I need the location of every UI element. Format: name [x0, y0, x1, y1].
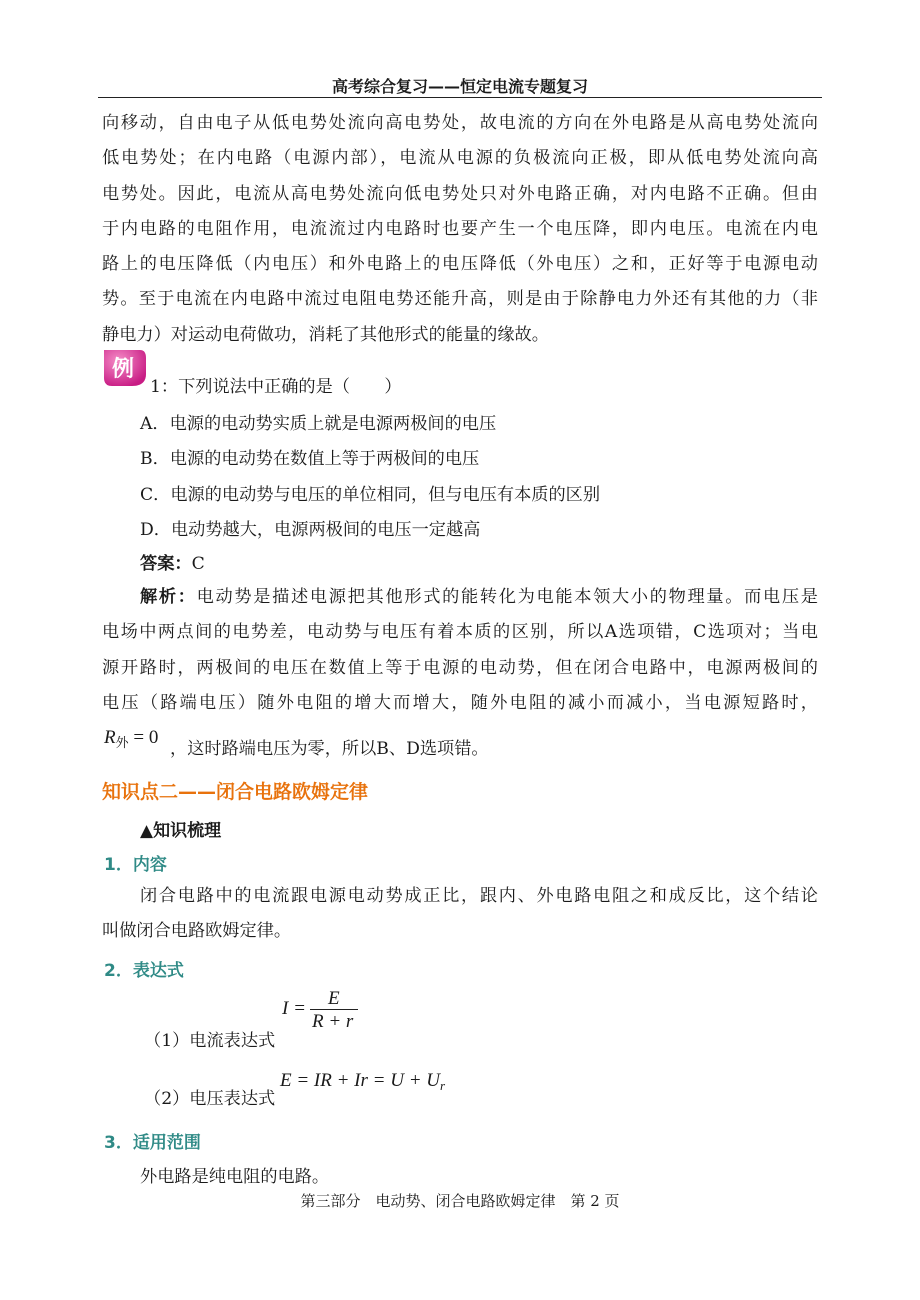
- example-badge-icon: [100, 346, 148, 390]
- text-line: 势。至于电流在内电路中流过电阻电势还能升高，则是由于除静电力外还有其他的力（非: [102, 289, 818, 310]
- text-line: 低电势处；在内电路（电源内部），电流从电源的负极流向正极，即从低电势处流向高: [102, 148, 818, 169]
- option-c: C．电源的电动势与电压的单位相同，但与电压有本质的区别: [140, 484, 601, 505]
- text-line: 于内电路的电阻作用，电流流过内电路时也要产生一个电压降，即内电压。电流在内电: [102, 218, 818, 239]
- text-line: 源开路时，两极间的电压在数值上等于电源的电动势，但在闭合电路中，电源两极间的: [102, 657, 818, 678]
- text-line: 叫做闭合电路欧姆定律。: [102, 921, 292, 942]
- page-header-title: 高考综合复习——恒定电流专题复习: [331, 77, 588, 96]
- text-line: 向移动，自由电子从低电势处流向高电势处，故电流的方向在外电路是从高电势处流向: [102, 113, 818, 133]
- analysis-label: 解析：: [140, 587, 197, 607]
- option-b: B．电源的电动势在数值上等于两极间的电压: [140, 449, 480, 470]
- item1-paragraph: [102, 879, 818, 950]
- text-line: 电压（路端电压）随外电阻的增大而增大，随外电阻的减小而减小，当电源短路时，: [102, 692, 818, 713]
- formula-lhs: I =: [282, 998, 306, 1019]
- text-line: 电场中两点间的电势差，电动势与电压有着本质的区别，所以A选项错，C选项对；当电: [102, 622, 818, 643]
- example-badge-label: 例: [111, 357, 135, 382]
- analysis-first-line: [102, 580, 818, 615]
- section-title: 知识点二——闭合电路欧姆定律: [102, 781, 369, 803]
- option-list: [140, 407, 600, 548]
- header-divider: [98, 97, 822, 98]
- answer-value: C: [191, 554, 205, 574]
- analysis-formula: $R_外 = 0$: [104, 727, 159, 752]
- knowledge-subheading: ▲知识梳理: [140, 821, 222, 841]
- fraction-bar: [310, 1009, 358, 1010]
- formula-denominator: R + r: [312, 1011, 354, 1032]
- answer-label: 答案：: [140, 554, 192, 574]
- option-d: D．电动势越大，电源两极间的电压一定越高: [140, 519, 481, 540]
- voltage-formula: E = IR + $Ir = U + U_r$: [280, 1070, 446, 1094]
- text-line: 电势处。因此，电流从高电势处流向低电势处只对外电路正确，对内电路不正确。但由: [102, 183, 818, 204]
- item3-title: 3．适用范围: [104, 1133, 201, 1153]
- item2-title: 2．表达式: [104, 961, 184, 981]
- item3-text: 外电路是纯电阻的电路。: [140, 1167, 330, 1187]
- formula-numerator: E: [328, 988, 340, 1009]
- answer-row: [140, 549, 205, 574]
- text-line: 静电力）对运动电荷做功，消耗了其他形式的能量的缘故。: [102, 324, 549, 345]
- analysis-tail: ，这时路端电压为零，所以B、D选项错。: [170, 739, 489, 759]
- text-line: 闭合电路中的电流跟电源电动势成正比，跟内、外电路电阻之和成反比，这个结论: [140, 886, 818, 906]
- item1-title: 1．内容: [104, 855, 167, 875]
- analysis-paragraph: [102, 580, 818, 721]
- page-footer: 第三部分 电动势、闭合电路欧姆定律 第 2 页: [300, 1192, 620, 1210]
- text-line: 电动势是描述电源把其他形式的能转化为电能本领大小的物理量。而电压是: [196, 587, 818, 607]
- example-question: 1：下列说法中正确的是（ ）: [150, 377, 402, 397]
- voltage-formula-label: （2）电压表达式: [144, 1089, 276, 1109]
- option-a: A．电源的电动势实质上就是电源两极间的电压: [140, 414, 497, 434]
- intro-paragraph: [102, 106, 818, 353]
- text-line: 路上的电压降低（内电压）和外电路上的电压降低（外电压）之和，正好等于电源电动: [102, 254, 818, 275]
- current-formula-label: （1）电流表达式: [144, 1031, 276, 1051]
